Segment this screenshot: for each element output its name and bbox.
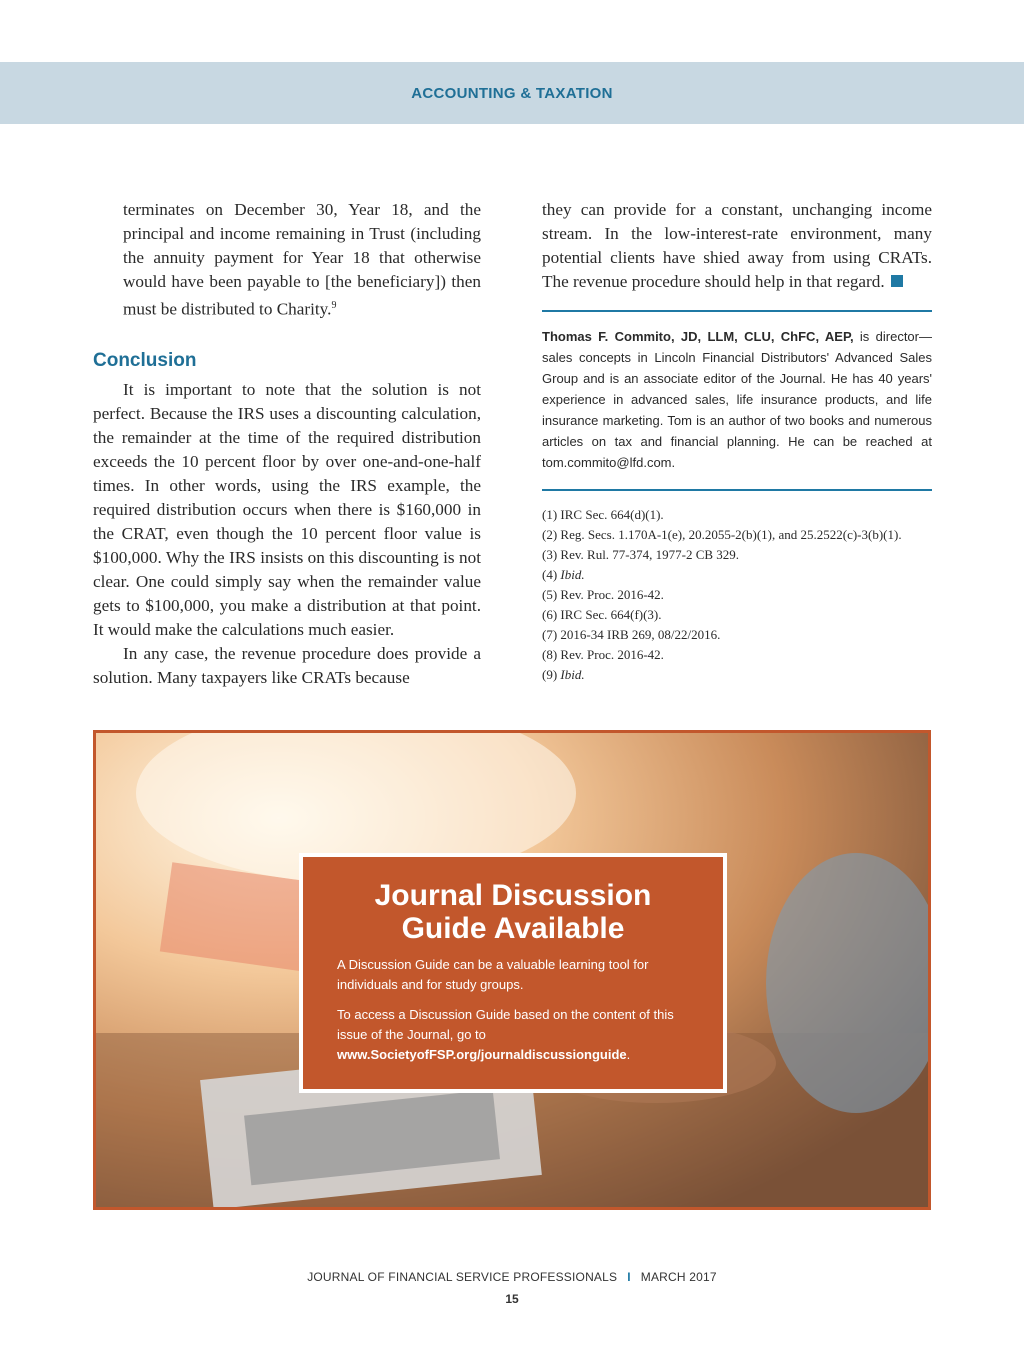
endnote-number: (4) — [542, 567, 558, 582]
paragraph-2: In any case, the revenue procedure does provide a solution. Many taxpayers like CRATs because — [93, 643, 481, 687]
endnote-number: (7) — [542, 627, 558, 642]
endnote-text: Rev. Proc. 2016-42. — [560, 587, 664, 602]
advert-text-2 — [337, 1005, 689, 1065]
page-footer — [0, 1270, 1024, 1284]
endnote-text: IRC Sec. 664(d)(1). — [560, 507, 664, 522]
advert-title-line-2: Guide Available — [401, 912, 625, 945]
endnote-item — [542, 505, 932, 525]
discussion-guide-advert — [93, 730, 931, 1210]
conclusion-heading: Conclusion — [93, 349, 197, 371]
endnote-number: (2) — [542, 527, 558, 542]
endnotes-list — [542, 505, 932, 685]
author-bio — [542, 326, 932, 473]
divider — [542, 310, 932, 312]
continued-text: they can provide for a constant, unchanging income stream. In the low-interest-rate environment, many potential clients have shied away from using CRATs. The revenue procedure should help in that regard. — [542, 200, 932, 291]
endnote-item — [542, 625, 932, 645]
author-bio-text: is director—sales concepts in Lincoln Financial Distributors' Advanced Sales Group and is an associate editor of the Journal. He has 40 years' experience in advanced sales, life insurance products, and life insurance marketing. Tom is an author of two books and numerous articles on tax and financial planning. He can be reached at tom.commito@lfd.com. — [542, 329, 932, 470]
endnote-text: 2016-34 IRB 269, 08/22/2016. — [560, 627, 721, 642]
advert-text-1: A Discussion Guide can be a valuable learning tool for individuals and for study groups. — [337, 957, 649, 992]
divider — [542, 489, 932, 491]
endnote-text: IRC Sec. 664(f)(3). — [560, 607, 662, 622]
endnote-text: Ibid. — [560, 567, 585, 582]
advert-text-2-prefix: To access a Discussion Guide based on the content of this issue of the Journal, go to — [337, 1007, 674, 1042]
endnote-number: (1) — [542, 507, 558, 522]
paragraph-1: It is important to note that the solution is not perfect. Because the IRS uses a discounting calculation, the remainder at the time of the required distribution exceeds the 10 percent floor by over one-and-one-half times. In other words, using the IRS example, the required distribution occurs when there is $160,000 in the CRAT, even though the 10 percent floor value is $100,000. Why the IRS insists on this discounting is not clear. One could simply say when the remainder value gets to $100,000, you make a distribution at that point. It would make the calculations much easier. — [93, 379, 481, 639]
advert-text-2-suffix: . — [626, 1047, 631, 1062]
right-column — [542, 198, 932, 685]
author-name: Thomas F. Commito, JD, LLM, CLU, ChFC, AEP, — [542, 329, 854, 344]
discussion-guide-link[interactable]: www.SocietyofFSP.org/journaldiscussionguide — [337, 1047, 627, 1062]
journal-name: JOURNAL OF FINANCIAL SERVICE PROFESSIONALS — [307, 1270, 618, 1284]
discussion-guide-box — [299, 853, 727, 1093]
endnote-number: (6) — [542, 607, 558, 622]
endnote-number: (9) — [542, 667, 558, 682]
page-number: 15 — [505, 1292, 519, 1306]
endnote-number: (5) — [542, 587, 558, 602]
footer-separator: I — [627, 1270, 631, 1284]
endnote-item — [542, 605, 932, 625]
block-quote — [93, 198, 481, 322]
left-column — [93, 198, 481, 690]
endnote-number: (8) — [542, 647, 558, 662]
footnote-ref: 9 — [331, 300, 337, 311]
endnote-item — [542, 525, 932, 545]
advert-title — [337, 879, 689, 945]
endnote-number: (3) — [542, 547, 558, 562]
endnote-text: Ibid. — [560, 667, 585, 682]
endnote-item — [542, 665, 932, 685]
endnote-item — [542, 585, 932, 605]
issue-date: MARCH 2017 — [640, 1270, 717, 1284]
endnote-item — [542, 645, 932, 665]
endnote-item — [542, 545, 932, 565]
endnote-text: Rev. Proc. 2016-42. — [560, 647, 664, 662]
endnote-text: Rev. Rul. 77-374, 1977-2 CB 329. — [560, 547, 740, 562]
endnote-text: Reg. Secs. 1.170A-1(e), 20.2055-2(b)(1), and 25.2522(c)-3(b)(1). — [560, 527, 902, 542]
endnote-item — [542, 565, 932, 585]
continued-paragraph — [542, 198, 932, 294]
block-quote-text: terminates on December 30, Year 18, and the principal and income remaining in Trust (including the annuity payment for Year 18 that otherwise would have been payable to [the beneficiary]) then must be distributed to Charity. — [123, 200, 481, 319]
section-title: ACCOUNTING & TAXATION — [411, 84, 613, 102]
end-mark-icon — [891, 275, 903, 287]
section-banner — [0, 62, 1024, 124]
advert-title-line-1: Journal Discussion — [374, 879, 652, 912]
